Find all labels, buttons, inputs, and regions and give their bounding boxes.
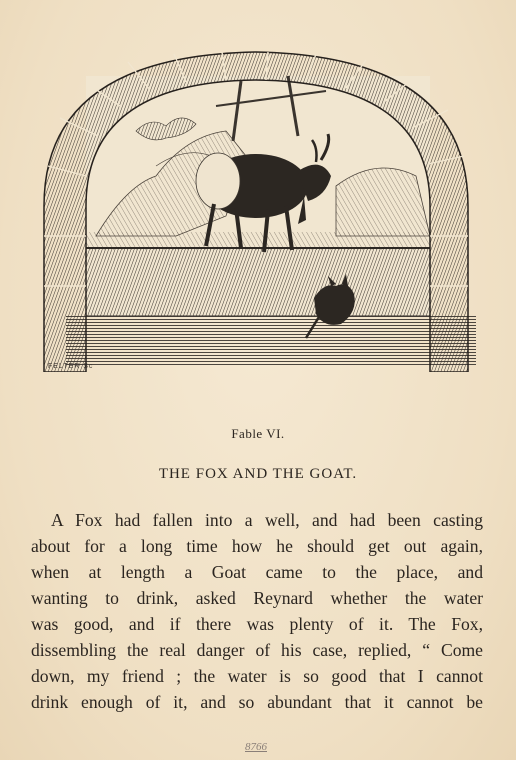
body-line: dissembling the real danger of his case, replied, “ Come <box>31 640 483 660</box>
body-line: was good, and if there was plenty of it. The Fox, <box>31 614 483 634</box>
body-line: when at length a Goat came to the place, and <box>31 562 483 582</box>
body-line: wanting to drink, asked Reynard whether the water <box>31 588 483 608</box>
catalog-mark: 8766 <box>245 741 267 753</box>
fable-number: Fable VI. <box>231 426 285 441</box>
body-line: about for a long time how he should get out again, <box>31 536 483 556</box>
engraver-signature: FELTER Sc <box>48 363 94 370</box>
body-line: A Fox had fallen into a well, and had been casting <box>51 510 483 530</box>
body-line: down, my friend ; the water is so good that I cannot <box>31 666 483 686</box>
fable-body-text <box>31 507 483 715</box>
fable-title: THE FOX AND THE GOAT. <box>158 466 358 482</box>
body-line: drink enough of it, and so abundant that it cannot be <box>31 692 483 712</box>
fox-and-goat-engraving <box>36 36 476 372</box>
